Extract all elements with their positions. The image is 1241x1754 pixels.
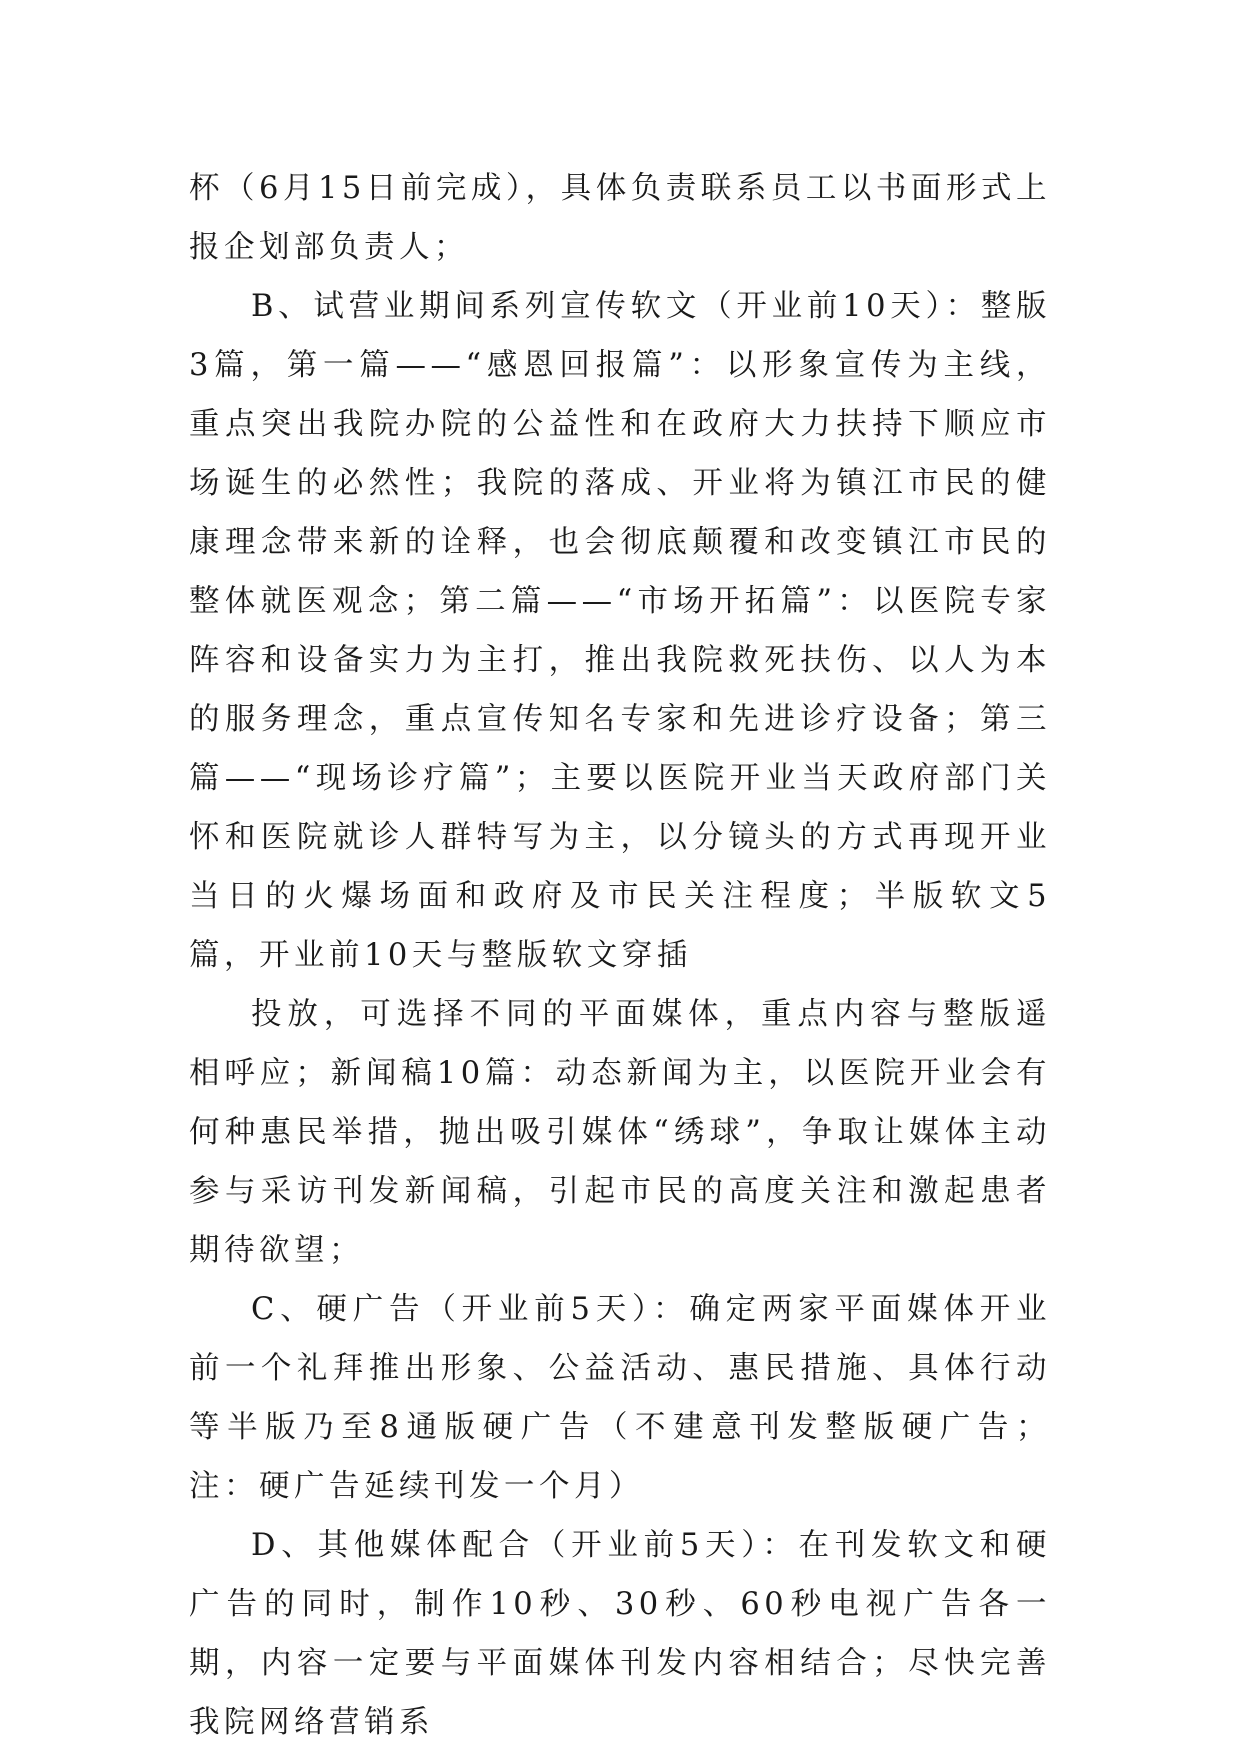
document-page [189, 159, 1051, 1752]
paragraph-other-media: D、其他媒体配合（开业前5天）：在刊发软文和硬广告的同时，制作10秒、30秒、60秒电视广告各一期，内容一定要与平面媒体刊发内容相结合；尽快完善我院网络营销系 [189, 1528, 1051, 1740]
paragraph-placement: 投放，可选择不同的平面媒体，重点内容与整版遥相呼应；新闻稿10篇：动态新闻为主，以医院开业会有何种惠民举措，抛出吸引媒体“绣球”，争取让媒体主动参与采访刊发新闻稿，引起市民的高度关注和激起患者期待欲望； [189, 997, 1051, 1268]
paragraph-hard-ads: C、硬广告（开业前5天）：确定两家平面媒体开业前一个礼拜推出形象、公益活动、惠民措施、具体行动等半版乃至8通版硬广告（不建意刊发整版硬广告；注：硬广告延续刊发一个月） [189, 1292, 1051, 1504]
paragraph-continuation: 杯（6月15日前完成），具体负责联系员工以书面形式上报企划部负责人； [189, 171, 1051, 265]
paragraph-soft-articles: B、试营业期间系列宣传软文（开业前10天）：整版3篇，第一篇——“感恩回报篇”：以形象宣传为主线，重点突出我院办院的公益性和在政府大力扶持下顺应市场诞生的必然性；我院的落成、开业将为镇江市民的健康理念带来新的诠释，也会彻底颠覆和改变镇江市民的整体就医观念；第二篇——“市场开拓篇”：以医院专家阵容和设备实力为主打，推出我院救死扶伤、以人为本的服务理念，重点宣传知名专家和先进诊疗设备；第三篇——“现场诊疗篇”；主要以医院开业当天政府部门关怀和医院就诊人群特写为主，以分镜头的方式再现开业当日的火爆场面和政府及市民关注程度；半版软文5篇，开业前10天与整版软文穿插 [189, 289, 1051, 973]
